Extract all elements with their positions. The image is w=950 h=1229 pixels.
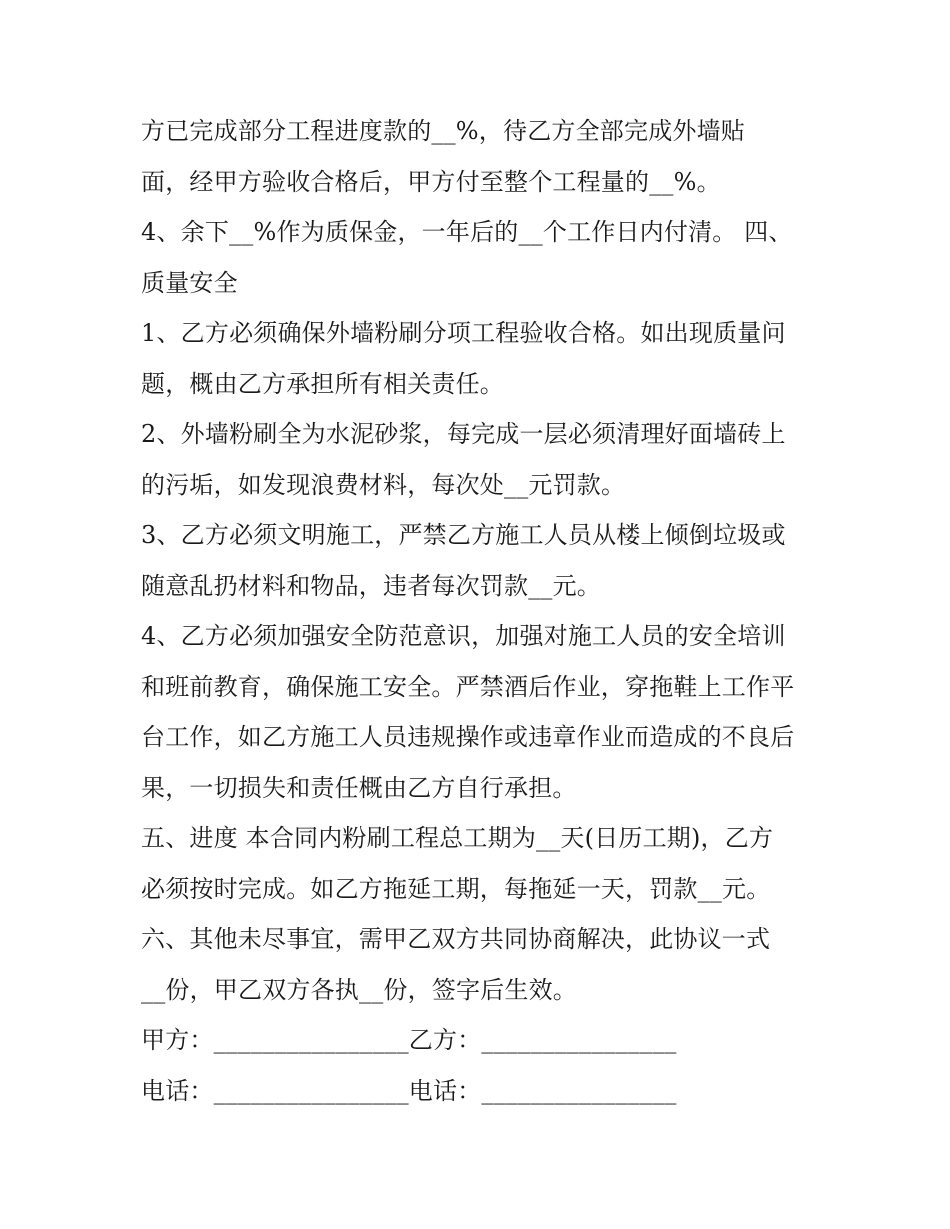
text-line: 4、乙方必须加强安全防范意识，加强对施工人员的安全培训 [141,622,786,650]
text-line: 台工作，如乙方施工人员违规操作或违章作业而造成的不良后 [141,723,795,751]
text-line: 和班前教育，确保施工安全。严禁酒后作业，穿拖鞋上工作平 [141,672,795,701]
text-line: __份，甲乙双方各执__份，签字后生效。 [141,975,577,1004]
text-line: 3、乙方必须文明施工，严禁乙方施工人员从楼上倾倒垃圾或 [141,521,786,549]
signature-phone-line: 电话：________________电话：________________ [141,1076,677,1105]
text-line: 果，一切损失和责任概由乙方自行承担。 [141,773,577,802]
text-line: 1、乙方必须确保外墙粉刷分项工程验收合格。如出现质量问 [141,319,786,347]
text-line: 五、进度 本合同内粉刷工程总工期为__天(日历工期)，乙方 [141,824,774,852]
text-line: 随意乱扔材料和物品，违者每次罚款__元。 [141,571,601,600]
text-line: 方已完成部分工程进度款的__%，待乙方全部完成外墙贴 [141,117,746,145]
text-line: 4、余下__%作为质保金，一年后的__个工作日内付清。 四、 [141,218,793,246]
text-line: 质量安全 [141,268,238,297]
text-line: 题，概由乙方承担所有相关责任。 [141,369,504,398]
text-line: 的污垢，如发现浪费材料，每次处__元罚款。 [141,470,626,499]
contract-body [141,106,821,1116]
text-line: 六、其他未尽事宜，需甲乙双方共同协商解决，此协议一式 [141,925,771,953]
text-line: 面，经甲方验收合格后，甲方付至整个工程量的__%。 [141,167,721,196]
text-line: 2、外墙粉刷全为水泥砂浆，每完成一层必须清理好面墙砖上 [141,420,786,448]
signature-party-line: 甲方：________________乙方：________________ [141,1026,677,1054]
text-line: 必须按时完成。如乙方拖延工期，每拖延一天，罚款__元。 [141,874,771,903]
